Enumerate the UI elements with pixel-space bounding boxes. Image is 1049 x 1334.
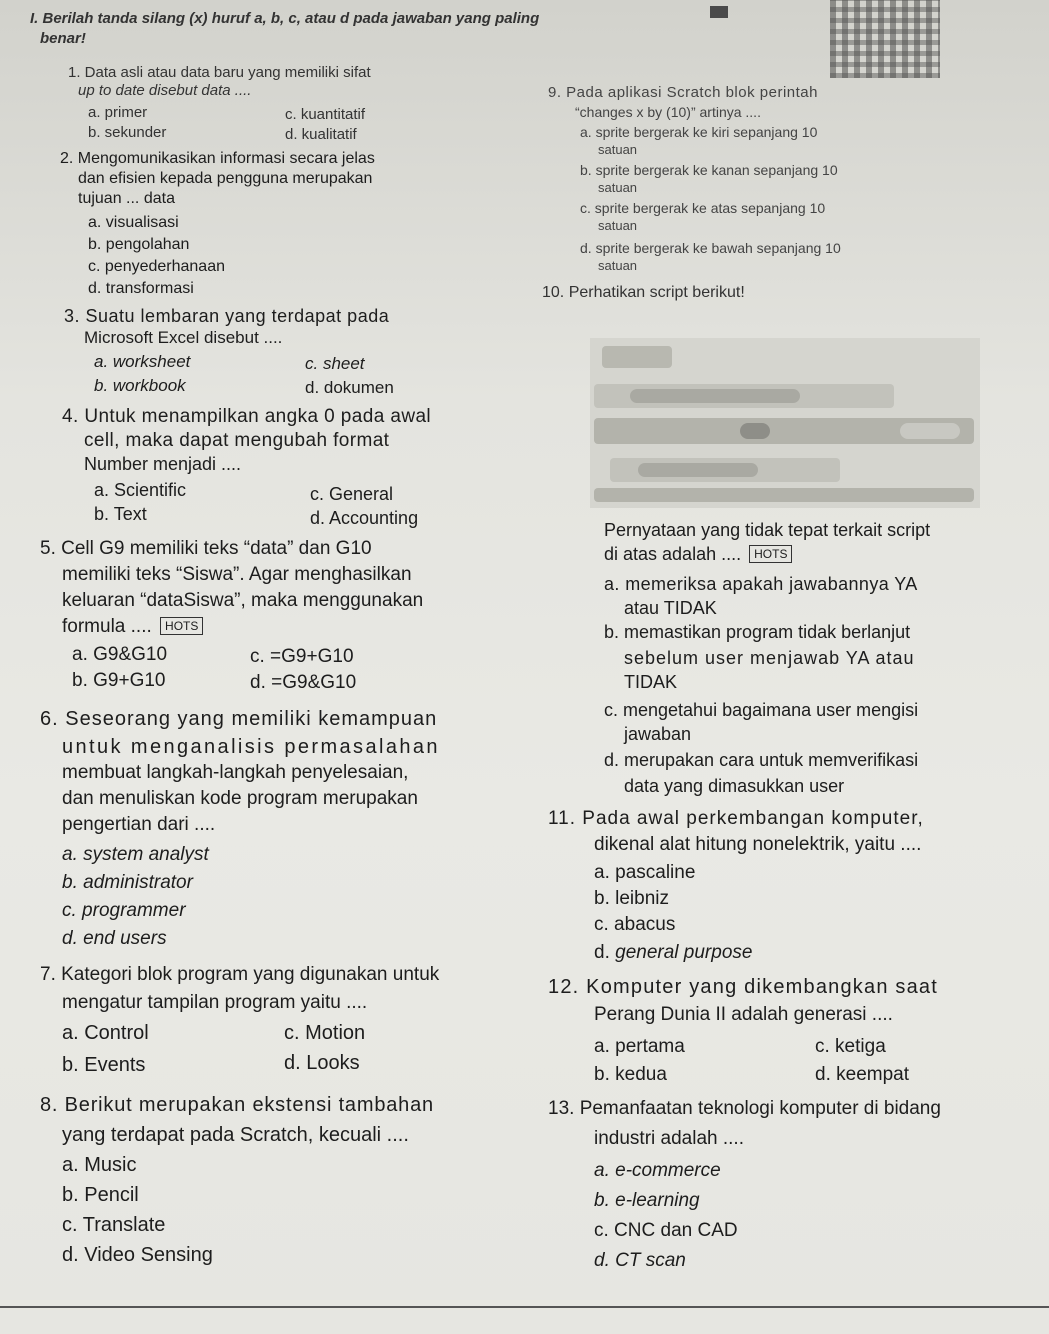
q3-option-a: a. worksheet bbox=[94, 352, 191, 371]
q2-text-2: dan efisien kepada pengguna merupakan bbox=[78, 170, 373, 187]
q5-option-b: b. G9+G10 bbox=[72, 670, 166, 691]
q11-text-2: dikenal alat hitung nonelektrik, yaitu .... bbox=[594, 834, 922, 855]
q6-option-c: c. programmer bbox=[62, 900, 186, 921]
q9-option-a-2: satuan bbox=[598, 142, 638, 157]
q10-text-3 bbox=[604, 544, 792, 565]
q4-text-2: cell, maka dapat mengubah format bbox=[84, 430, 390, 451]
q3-text-2: Microsoft Excel disebut .... bbox=[84, 328, 283, 347]
q2-option-d: d. transformasi bbox=[88, 280, 194, 297]
hots-badge-q10: HOTS bbox=[749, 545, 792, 563]
q10-option-a-2: atau TIDAK bbox=[624, 598, 717, 618]
q5-text-4-label: formula .... bbox=[62, 616, 152, 637]
q8-text-1: 8. Berikut merupakan ekstensi tambahan bbox=[40, 1094, 434, 1116]
q10-text-3-label: di atas adalah .... bbox=[604, 544, 742, 564]
q1-option-d: d. kualitatif bbox=[285, 126, 357, 143]
q11-option-c: c. abacus bbox=[594, 914, 676, 935]
q12-option-b: b. kedua bbox=[594, 1064, 667, 1085]
q6-text-2: untuk menganalisis permasalahan bbox=[62, 736, 440, 758]
q6-option-d: d. end users bbox=[62, 928, 167, 949]
q9-text-2: “changes x by (10)” artinya .... bbox=[575, 104, 761, 120]
q5-option-c: c. =G9+G10 bbox=[250, 646, 354, 667]
q7-option-b: b. Events bbox=[62, 1054, 146, 1076]
corner-mark bbox=[710, 6, 728, 18]
q3-option-d: d. dokumen bbox=[305, 378, 394, 397]
scratch-ask-text bbox=[630, 389, 800, 403]
q8-text-2: yang terdapat pada Scratch, kecuali .... bbox=[62, 1124, 409, 1146]
q7-option-d: d. Looks bbox=[284, 1052, 360, 1074]
q12-option-c: c. ketiga bbox=[815, 1036, 886, 1057]
q9-option-d-2: satuan bbox=[598, 258, 638, 273]
q10-option-b: b. memastikan program tidak berlanjut bbox=[604, 622, 911, 642]
scratch-say-text bbox=[638, 463, 758, 477]
q13-text-2: industri adalah .... bbox=[594, 1128, 744, 1149]
q2-option-a: a. visualisasi bbox=[88, 214, 179, 231]
q9-option-c-2: satuan bbox=[598, 218, 638, 233]
scratch-script-image bbox=[590, 338, 980, 508]
scratch-hat-block bbox=[602, 346, 672, 368]
q10-option-b-2: sebelum user menjawab YA atau bbox=[624, 648, 915, 668]
q9-option-b: b. sprite bergerak ke kanan sepanjang 10 bbox=[580, 162, 838, 178]
q13-option-d: d. CT scan bbox=[594, 1250, 686, 1271]
q6-text-3: membuat langkah-langkah penyelesaian, bbox=[62, 762, 409, 783]
instruction-text: I. Berilah tanda silang (x) huruf a, b, c, atau d pada jawaban yang paling bbox=[30, 10, 540, 27]
q10-option-d-2: data yang dimasukkan user bbox=[624, 776, 845, 796]
q2-option-b: b. pengolahan bbox=[88, 236, 190, 253]
q10-option-c-2: jawaban bbox=[624, 724, 692, 744]
q7-option-c: c. Motion bbox=[284, 1022, 366, 1044]
q11-option-b: b. leibniz bbox=[594, 888, 669, 909]
instruction-text-2: benar! bbox=[40, 30, 86, 47]
q11-option-d bbox=[594, 942, 752, 964]
q6-text-5: pengertian dari .... bbox=[62, 814, 216, 835]
q5-option-a: a. G9&G10 bbox=[72, 644, 168, 665]
q6-text-1: 6. Seseorang yang memiliki kemampuan bbox=[40, 708, 438, 730]
q4-option-c: c. General bbox=[310, 484, 394, 504]
q9-option-b-2: satuan bbox=[598, 180, 638, 195]
q2-text-1: 2. Mengomunikasikan informasi secara jelas bbox=[60, 150, 375, 167]
q5-text-1: 5. Cell G9 memiliki teks “data” dan G10 bbox=[40, 538, 372, 559]
q3-text-1: 3. Suatu lembaran yang terdapat pada bbox=[64, 306, 390, 326]
scratch-if-end bbox=[594, 488, 974, 502]
q8-option-a: a. Music bbox=[62, 1154, 137, 1176]
q5-text-2: memiliki teks “Siswa”. Agar menghasilkan bbox=[62, 564, 412, 585]
q10-option-c: c. mengetahui bagaimana user mengisi bbox=[604, 700, 919, 720]
q4-text-3: Number menjadi .... bbox=[84, 454, 242, 474]
q8-option-d: d. Video Sensing bbox=[62, 1244, 213, 1266]
q5-text-4 bbox=[62, 616, 203, 638]
q13-option-b: b. e-learning bbox=[594, 1190, 700, 1211]
q4-option-a: a. Scientific bbox=[94, 480, 187, 500]
q8-option-c: c. Translate bbox=[62, 1214, 166, 1236]
q4-option-d: d. Accounting bbox=[310, 508, 419, 528]
q7-text-1: 7. Kategori blok program yang digunakan untuk bbox=[40, 964, 440, 985]
hots-badge: HOTS bbox=[160, 617, 203, 635]
q10-text-2: Pernyataan yang tidak tepat terkait script bbox=[604, 520, 931, 540]
q9-text-1: 9. Pada aplikasi Scratch blok perintah bbox=[548, 84, 818, 101]
bottom-divider bbox=[0, 1306, 1049, 1308]
q10-option-a: a. memeriksa apakah jawabannya YA bbox=[604, 574, 918, 594]
q2-text-3: tujuan ... data bbox=[78, 190, 175, 207]
q6-text-4: dan menuliskan kode program merupakan bbox=[62, 788, 418, 809]
q12-option-a: a. pertama bbox=[594, 1036, 685, 1057]
q5-text-3: keluaran “dataSiswa”, maka menggunakan bbox=[62, 590, 424, 611]
q8-option-b: b. Pencil bbox=[62, 1184, 139, 1206]
q9-option-d: d. sprite bergerak ke bawah sepanjang 10 bbox=[580, 240, 841, 256]
q13-option-a: a. e-commerce bbox=[594, 1160, 721, 1181]
q12-text-2: Perang Dunia II adalah generasi .... bbox=[594, 1004, 893, 1025]
q4-option-b: b. Text bbox=[94, 504, 147, 524]
q5-option-d: d. =G9&G10 bbox=[250, 672, 357, 693]
q11-option-d-letter: d. bbox=[594, 942, 616, 963]
q1-option-c: c. kuantitatif bbox=[285, 106, 366, 123]
q12-option-d: d. keempat bbox=[815, 1064, 909, 1085]
q11-text-1: 11. Pada awal perkembangan komputer, bbox=[548, 808, 924, 829]
q3-option-b: b. workbook bbox=[94, 376, 186, 395]
q13-text-1: 13. Pemanfaatan teknologi komputer di bidang bbox=[548, 1098, 941, 1119]
q1-option-a: a. primer bbox=[88, 104, 148, 121]
q1-text-2: up to date disebut data .... bbox=[78, 82, 252, 99]
q6-option-a: a. system analyst bbox=[62, 844, 209, 865]
q1-text-1: 1. Data asli atau data baru yang memiliki sifat bbox=[68, 64, 371, 81]
q10-option-d: d. merupakan cara untuk memverifikasi bbox=[604, 750, 919, 770]
q11-option-d-label: general purpose bbox=[615, 942, 753, 963]
q1-option-b: b. sekunder bbox=[88, 124, 167, 141]
scratch-value-pill bbox=[900, 423, 960, 439]
q13-option-c: c. CNC dan CAD bbox=[594, 1220, 738, 1241]
q6-option-b: b. administrator bbox=[62, 872, 193, 893]
q10-text-1: 10. Perhatikan script berikut! bbox=[542, 284, 745, 301]
q7-text-2: mengatur tampilan program yaitu .... bbox=[62, 992, 368, 1013]
q7-option-a: a. Control bbox=[62, 1022, 149, 1044]
q4-text-1: 4. Untuk menampilkan angka 0 pada awal bbox=[62, 406, 432, 427]
q3-option-c: c. sheet bbox=[305, 354, 365, 373]
qr-code-image bbox=[830, 0, 940, 78]
q2-option-c: c. penyederhanaan bbox=[88, 258, 225, 275]
scratch-answer-reporter bbox=[740, 423, 770, 439]
q11-option-a: a. pascaline bbox=[594, 862, 696, 883]
q9-option-a: a. sprite bergerak ke kiri sepanjang 10 bbox=[580, 124, 818, 140]
q9-option-c: c. sprite bergerak ke atas sepanjang 10 bbox=[580, 200, 826, 216]
q12-text-1: 12. Komputer yang dikembangkan saat bbox=[548, 976, 938, 998]
q10-option-b-3: TIDAK bbox=[624, 672, 678, 692]
